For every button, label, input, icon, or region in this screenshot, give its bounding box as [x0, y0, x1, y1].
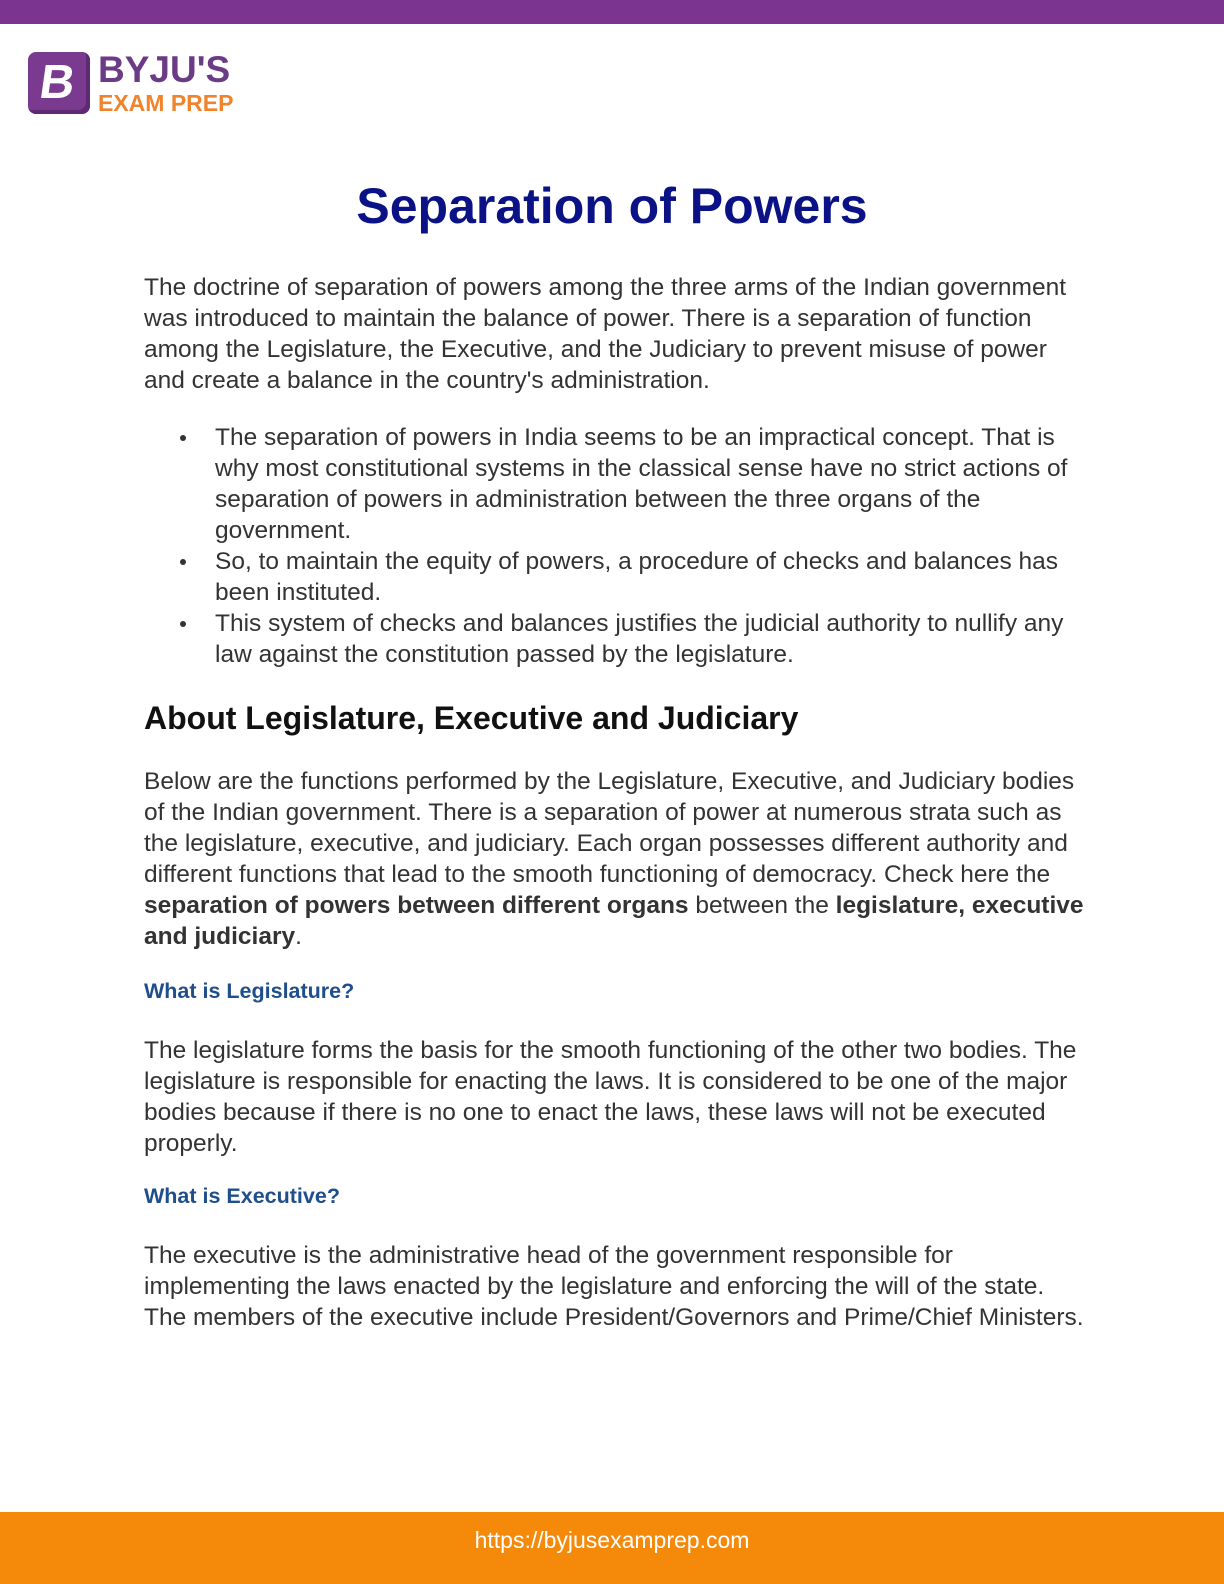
top-bar — [0, 0, 1224, 24]
footer-url-link[interactable]: https://byjusexamprep.com — [474, 1527, 750, 1553]
list-item — [144, 546, 1084, 608]
list-item-text: So, to maintain the equity of powers, a procedure of checks and balances has been instituted. — [215, 548, 1059, 606]
list-item — [144, 422, 1084, 546]
section-bold-branches: legislature, executive and judiciary — [144, 892, 1084, 950]
section-text-start: Below are the functions performed by the Legislature, Executive, and Judiciary bodies of the Indian government. There is a separation of power at numerous strata such as the legislature, executive, and judiciary. Each organ possesses different authority and different functions that lead to the smooth functioning of democracy. Check here the — [144, 768, 1075, 888]
page-title: Separation of Powers — [356, 178, 868, 234]
bullet-icon — [180, 559, 186, 565]
brand-name: BYJU'S — [98, 49, 231, 90]
section-text-mid: between the — [688, 892, 836, 919]
logo-mark-letter: B — [36, 56, 79, 109]
brand-logo[interactable] — [28, 50, 258, 116]
legislature-paragraph: The legislature forms the basis for the smooth functioning of the other two bodies. The legislature is responsible for enacting the laws. It is considered to be one of the major bodies because if there is no one to enact the laws, these laws will not be executed properly. — [144, 1037, 1077, 1157]
list-item-text: This system of checks and balances justifies the judicial authority to nullify any law against the constitution passed by the legislature. — [215, 610, 1064, 668]
section-text-end: . — [295, 923, 302, 950]
bullet-icon — [180, 621, 186, 627]
footer-bar — [0, 1512, 1224, 1584]
intro-paragraph: The doctrine of separation of powers among the three arms of the Indian government was introduced to maintain the balance of power. There is a separation of function among the Legislature, the Executive, and the Judiciary to prevent misuse of power and create a balance in the country's administration. — [144, 274, 1067, 394]
logo-mark-icon — [28, 52, 90, 114]
legislature-heading: What is Legislature? — [144, 979, 355, 1003]
executive-paragraph: The executive is the administrative head of the government responsible for implementing the laws enacted by the legislature and enforcing the will of the state. The members of the executive include President/Governors and Prime/Chief Ministers. — [144, 1242, 1084, 1331]
bullet-icon — [180, 435, 186, 441]
bullet-list — [144, 422, 1084, 670]
section-bold-organs: separation of powers between different organs — [144, 892, 689, 919]
executive-heading: What is Executive? — [144, 1184, 340, 1208]
section-paragraph — [144, 766, 1084, 952]
section-heading: About Legislature, Executive and Judiciary — [144, 700, 799, 736]
list-item-text: The separation of powers in India seems to be an impractical concept. That is why most constitutional systems in the classical sense have no strict actions of separation of powers in administration between the three organs of the government. — [215, 424, 1068, 544]
article-body — [144, 272, 1084, 1333]
list-item — [144, 608, 1084, 670]
brand-subtitle: EXAM PREP — [98, 90, 234, 116]
